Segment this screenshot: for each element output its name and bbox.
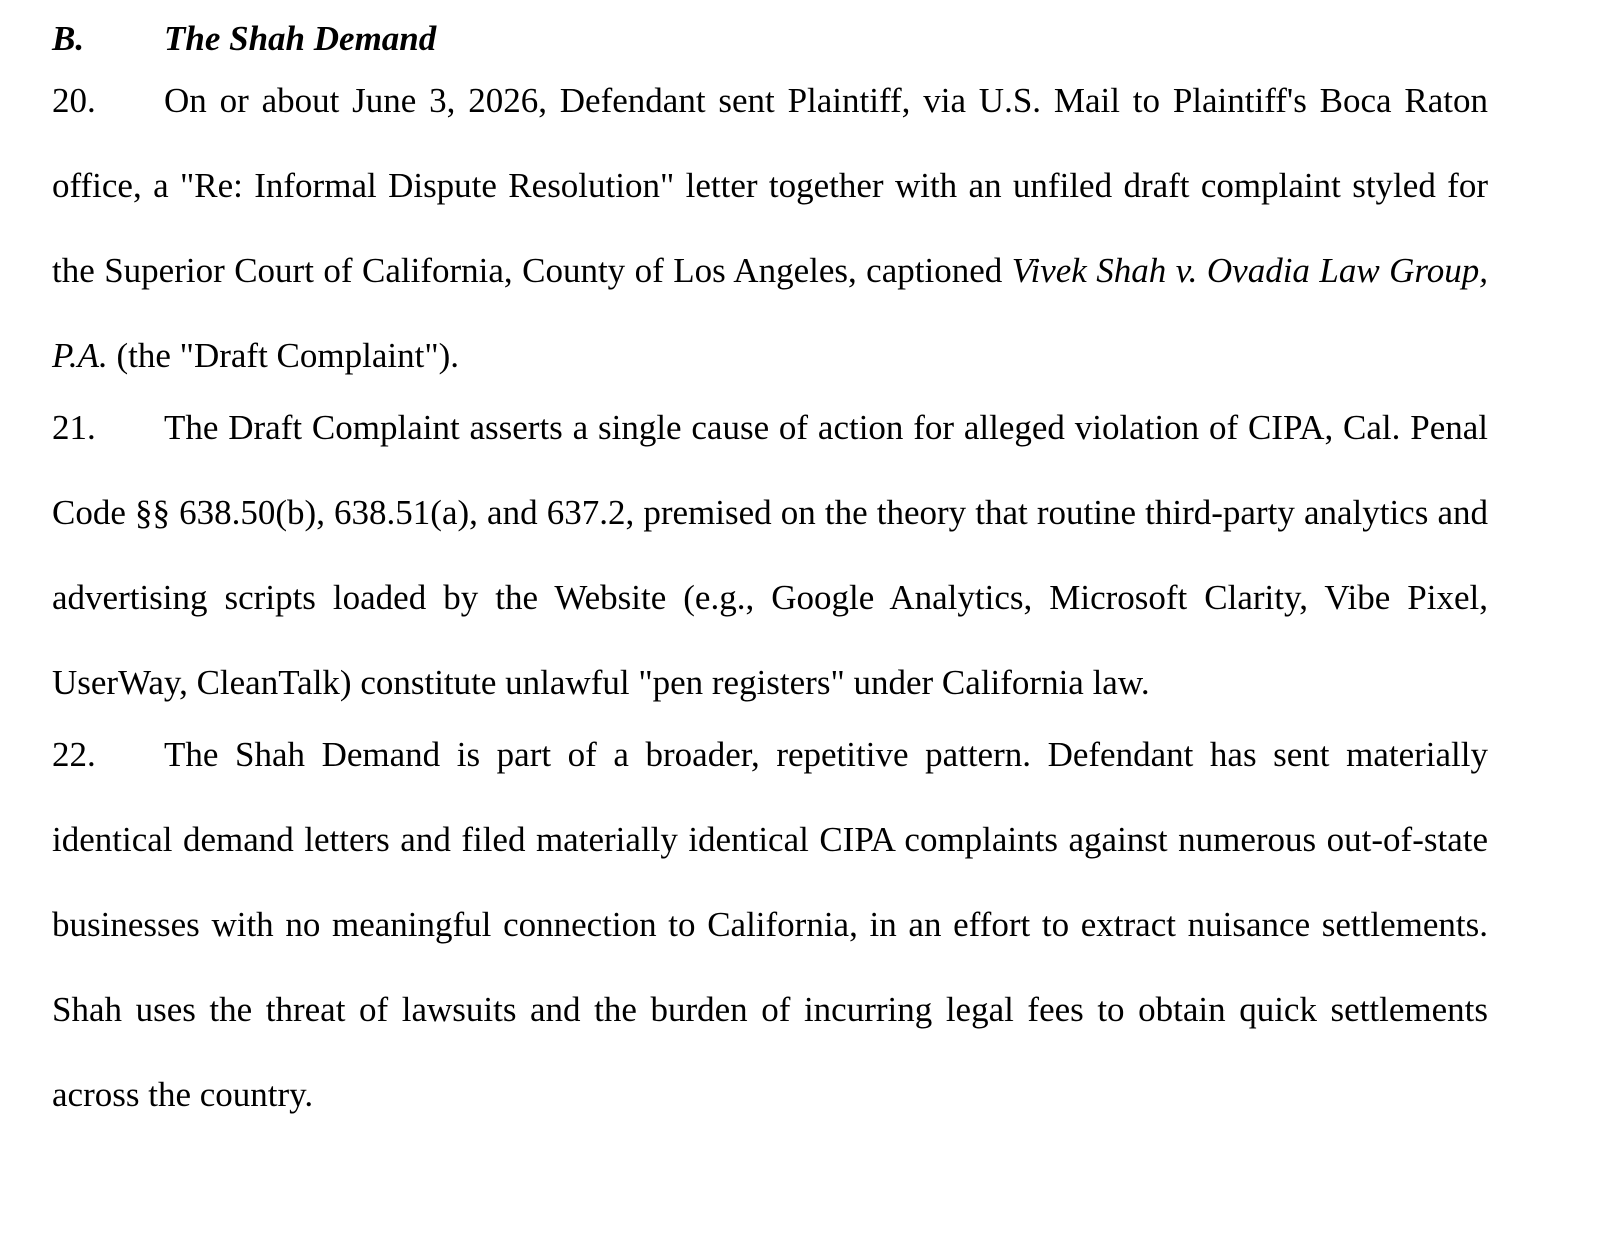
section-title: The Shah Demand bbox=[164, 19, 437, 58]
section-heading bbox=[52, 16, 436, 62]
section-letter: B. bbox=[52, 19, 85, 58]
paragraph-20 bbox=[52, 58, 1488, 398]
paragraph-22 bbox=[52, 712, 1488, 1137]
paragraph-text-end: (the "Draft Complaint"). bbox=[107, 336, 460, 375]
paragraph-21 bbox=[52, 385, 1488, 725]
paragraph-number: 22. bbox=[52, 735, 96, 774]
case-caption: Vivek Shah v. Ovadia Law Group, P.A. bbox=[52, 251, 1488, 375]
paragraph-text: On or about June 3, 2026, Defendant sent Plaintiff, via U.S. Mail to Plaintiff's Boca Raton office, a "Re: Informal Dispute Resolution" letter together with an unfiled draft complaint styled for the Superior Court of California, County of Los Angeles, captioned bbox=[52, 81, 1488, 290]
paragraph-text: The Shah Demand is part of a broader, repetitive pattern. Defendant has sent materially identical demand letters and filed materially identical CIPA complaints against numerous out-of-state businesses with no meaningful connection to California, in an effort to extract nuisance settlements. Shah uses the threat of lawsuits and the burden of incurring legal fees to obtain quick settlements across the country. bbox=[52, 735, 1488, 1114]
paragraph-number: 21. bbox=[52, 408, 96, 447]
paragraph-number: 20. bbox=[52, 81, 96, 120]
paragraph-text: The Draft Complaint asserts a single cause of action for alleged violation of CIPA, Cal. Penal Code §§ 638.50(b), 638.51(a), and 637.2, premised on the theory that routine third-party analytics and advertising scripts loaded by the Website (e.g., Google Analytics, Microsoft Clarity, Vibe Pixel, UserWay, CleanTalk) constitute unlawful "pen registers" under California law. bbox=[52, 408, 1488, 702]
